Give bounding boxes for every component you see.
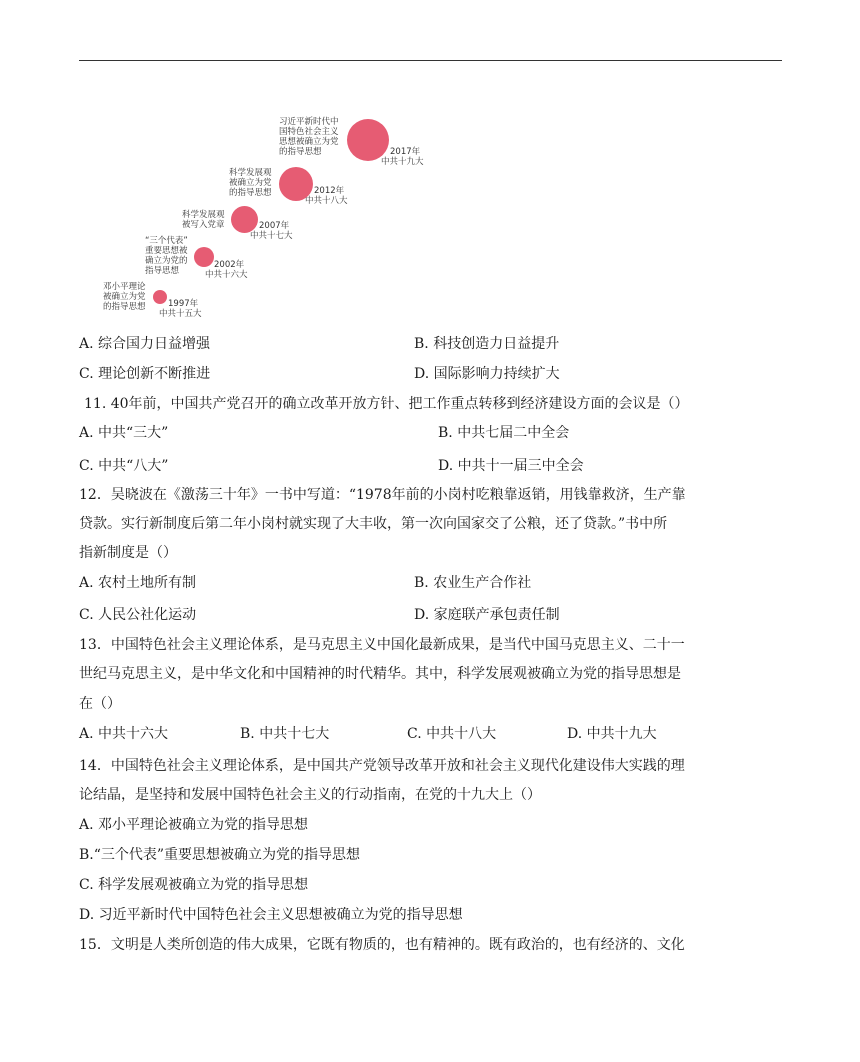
q13-stem: 13．中国特色社会主义理论体系，是马克思主义中国化最新成果，是当代中国马克思主义、二十一 [79,637,685,653]
figure-desc: 习近平新时代中 国特色社会主义 思想被确立为党 的指导思想 [279,117,339,157]
q12-stem: 贷款。实行新制度后第二年小岗村就实现了大丰收，第一次向国家交了公粮，还了贷款。”书中所 [79,516,668,532]
q13-stem: 在（） [79,696,121,712]
q13-option-b: B. 中共十七大 [240,726,330,742]
q10-option-a: A. 综合国力日益增强 [79,336,211,352]
q14-option-c: C. 科学发展观被确立为党的指导思想 [79,877,309,893]
q11-stem: 11. 40年前，中国共产党召开的确立改革开放方针、把工作重点转移到经济建设方面的会议是（） [84,396,689,412]
header-rule [79,60,782,61]
q11-option-b: B. 中共七届二中全会 [438,425,570,441]
figure-desc: 科学发展观 被写入党章 [182,210,225,230]
figure-year-label: 1997年 中共十五大 [159,299,202,319]
q14-stem: 14．中国特色社会主义理论体系，是中国共产党领导改革开放和社会主义现代化建设伟大实践的理 [79,758,685,774]
q12-stem: 12．吴晓波在《激荡三十年》一书中写道：“1978年前的小岗村吃粮靠返销，用钱靠救济，生产靠 [79,487,686,503]
q11-option-a: A. 中共“三大” [79,425,169,441]
figure-year-label: 2012年 中共十八大 [305,186,348,206]
q11-option-c: C. 中共“八大” [79,458,169,474]
figure-year-label: 2007年 中共十七大 [250,221,293,241]
q14-stem: 论结晶，是坚持和发展中国特色社会主义的行动指南，在党的十九大上（） [79,787,541,803]
figure-year-label: 2017年 中共十九大 [381,147,424,167]
q13-stem: 世纪马克思主义，是中华文化和中国精神的时代精华。其中，科学发展观被确立为党的指导思想是 [79,666,681,682]
q13-option-d: D. 中共十九大 [567,726,657,742]
q12-option-c: C. 人民公社化运动 [79,607,197,623]
q12-option-a: A. 农村土地所有制 [79,575,197,591]
q14-option-d: D. 习近平新时代中国特色社会主义思想被确立为党的指导思想 [79,907,463,923]
q11-option-d: D. 中共十一届三中全会 [438,458,584,474]
q10-option-d: D. 国际影响力持续扩大 [414,366,560,382]
q13-option-a: A. 中共十六大 [79,726,169,742]
figure-desc: “三个代表” 重要思想被 确立为党的 指导思想 [145,236,188,276]
q12-stem: 指新制度是（） [79,545,177,561]
q14-option-a: A. 邓小平理论被确立为党的指导思想 [79,817,309,833]
q10-option-c: C. 理论创新不断推进 [79,366,211,382]
q13-option-c: C. 中共十八大 [407,726,497,742]
bubble-timeline-figure [100,110,460,325]
q12-option-b: B. 农业生产合作社 [414,575,532,591]
q15-stem: 15．文明是人类所创造的伟大成果，它既有物质的，也有精神的。既有政治的，也有经济的、文化 [79,937,685,953]
q10-option-b: B. 科技创造力日益提升 [414,336,560,352]
q12-option-d: D. 家庭联产承包责任制 [414,607,560,623]
q14-option-b: B.“三个代表”重要思想被确立为党的指导思想 [79,847,361,863]
figure-year-label: 2002年 中共十六大 [205,260,248,280]
figure-desc: 邓小平理论 被确立为党 的指导思想 [103,282,146,312]
figure-desc: 科学发展观 被确立为党 的指导思想 [229,168,272,198]
